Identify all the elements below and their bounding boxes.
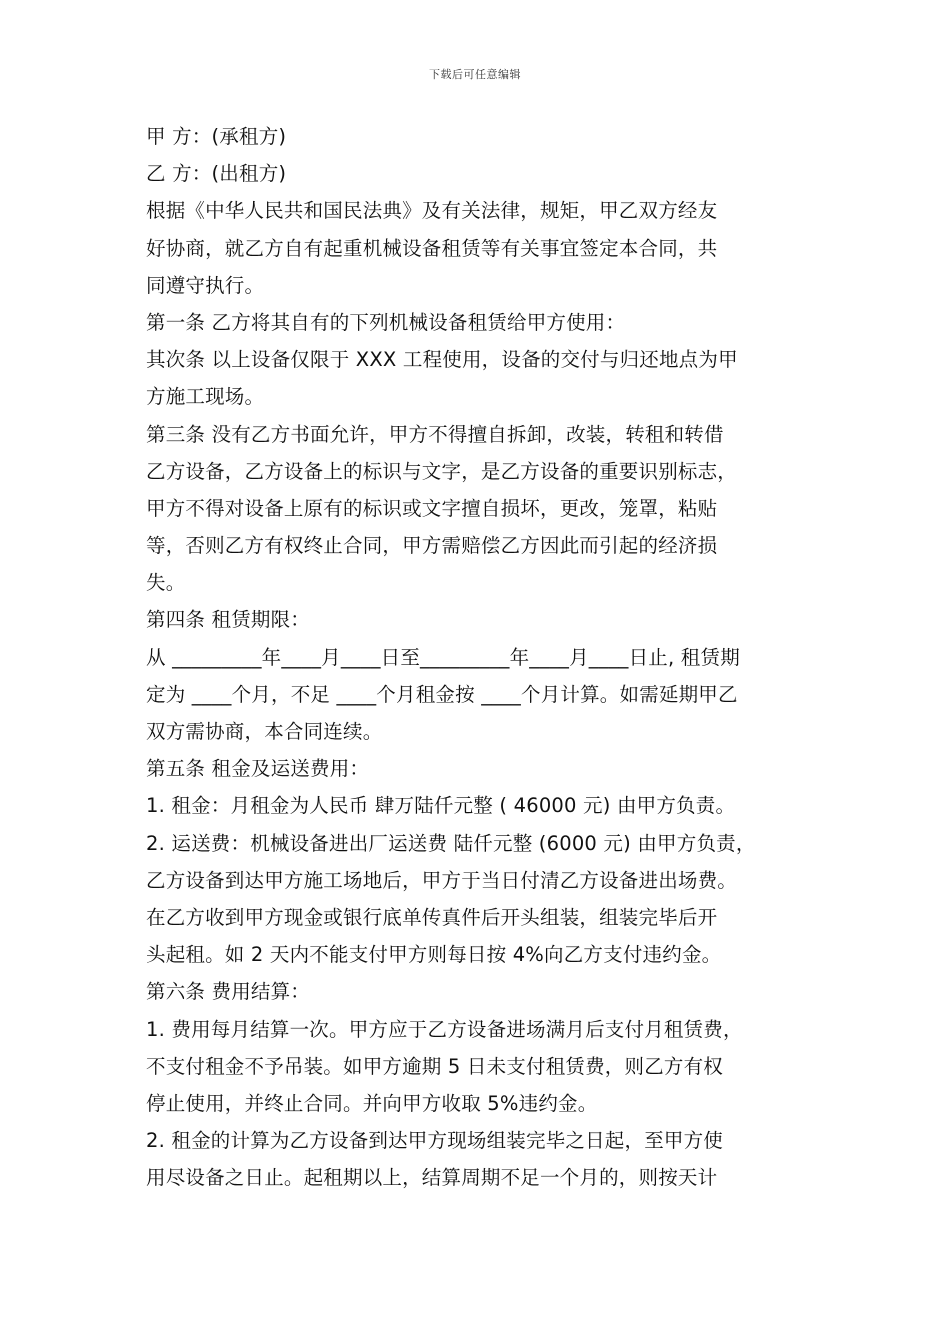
paragraph-line: 同遵守执行。 [146,273,265,297]
paragraph-line: 失。 [146,571,186,595]
paragraph-line: 甲方不得对设备上原有的标识或文字擅自损坏，更改，笼罩，粘贴 [146,496,718,520]
rent-line: 1. 租金：月租金为人民币 肆万陆仟元整 ( 46000 元) 由甲方负责。 [146,794,736,818]
paragraph-line: 用尽设备之日止。起租期以上，结算周期不足一个月的，则按天计 [146,1166,718,1190]
paragraph-line: 停止使用，并终止合同。并向甲方收取 5%违约金。 [146,1091,598,1115]
party-a-line: 甲 方：(承租方) [146,125,287,148]
article-3-line: 第三条 没有乙方书面允许，甲方不得擅自拆卸，改装，转租和转借 [146,422,724,446]
paragraph-line: 等，否则乙方有权终止合同，甲方需赔偿乙方因此而引起的经济损 [146,534,718,558]
paragraph-line: 定为 ____个月，不足 ____个月租金按 ____个月计算。如需延期甲乙 [146,682,738,706]
article-2-line: 其次条 以上设备仅限于 XXX 工程使用，设备的交付与归还地点为甲 [146,348,738,372]
paragraph-line: 好协商，就乙方自有起重机械设备租赁等有关事宜签定本合同，共 [146,236,718,260]
party-b-line: 乙 方：(出租方) [146,162,287,186]
paragraph-line: 双方需协商，本合同连续。 [146,720,383,743]
paragraph-line: 方施工现场。 [146,385,265,409]
article-4-line: 第四条 租赁期限： [146,608,310,632]
paragraph-line: 头起租。如 2 天内不能支付甲方则每日按 4%向乙方支付违约金。 [146,943,722,967]
article-1-line: 第一条 乙方将其自有的下列机械设备租赁给甲方使用： [146,310,626,334]
paragraph-line: 乙方设备，乙方设备上的标识与文字，是乙方设备的重要识别标志， [146,459,738,483]
paragraph-line: 不支付租金不予吊装。如甲方逾期 5 日未支付租赁费，则乙方有权 [146,1054,724,1078]
paragraph-line: 在乙方收到甲方现金或银行底单传真件后开头组装，组装完毕后开 [146,905,718,929]
transport-fee-line: 2. 运送费：机械设备进出厂运送费 陆仟元整 (6000 元) 由甲方负责， [146,831,756,855]
article-6-line: 第六条 费用结算： [146,980,310,1004]
paragraph-line: 根据《中华人民共和国民法典》及有关法律，规矩，甲乙双方经友 [146,199,718,223]
header-note: 下载后可任意编辑 [429,68,521,81]
settlement-2-line: 2. 租金的计算为乙方设备到达甲方现场组装完毕之日起，至甲方使 [146,1129,724,1153]
contract-body [146,118,816,1196]
lease-period-line: 从 _________年____月____日至_________年____月____日止, 租赁期 [146,645,740,669]
settlement-1-line: 1. 费用每月结算一次。甲方应于乙方设备进场满月后支付月租赁费， [146,1017,743,1041]
paragraph-line: 乙方设备到达甲方施工场地后，甲方于当日付清乙方设备进出场费。 [146,868,738,892]
article-5-line: 第五条 租金及运送费用： [146,757,370,781]
